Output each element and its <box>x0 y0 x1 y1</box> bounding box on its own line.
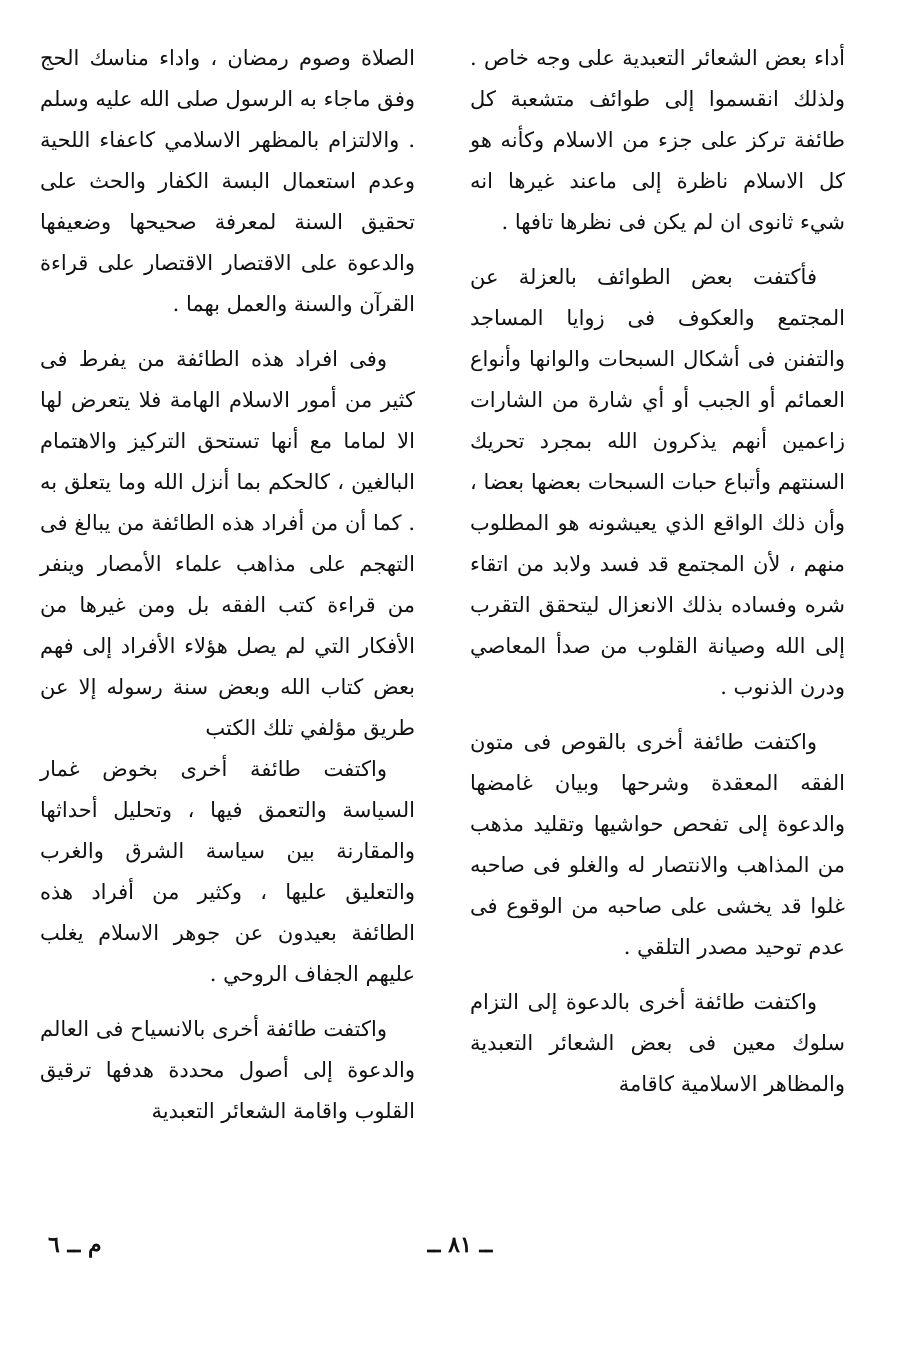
paragraph: واكتفت طائفة أخرى بالدعوة إلى التزام سلوك معين فى بعض الشعائر التعبدية والمظاهر الاسلامية كاقامة <box>470 990 845 1096</box>
paragraph: واكتفت طائفة أخرى بالانسياح فى العالم والدعوة إلى أصول محددة هدفها ترقيق القلوب واقامة الشعائر التعبدية <box>40 1017 415 1123</box>
right-column <box>470 38 845 1105</box>
paragraph: واكتفت طائفة أخرى بخوض غمار السياسة والتعمق فيها ، وتحليل أحداثها والمقارنة بين سياسة الشرق والغرب والتعليق عليها ، وكثير من أفراد هذه الطائفة بعيدون عن جوهر الاسلام يغلب عليهم الجفاف الروحي . <box>40 757 415 986</box>
signature-mark: م ــ ٦ <box>48 1232 102 1258</box>
paragraph: فأكتفت بعض الطوائف بالعزلة عن المجتمع والعكوف فى زوايا المساجد والتفنن فى أشكال السبحات والوانها وأنواع العمائم أو الجبب أو أي شارة من الشارات زاعمين أنهم يذكرون الله بمجرد تحريك السنتهم وأتباع حبات السبحات بعضها بعضا ، وأن ذلك الواقع الذي يعيشونه هو المطلوب منهم ، لأن المجتمع قد فسد ولابد من اتقاء شره وفساده بذلك الانعزال ليتحقق التقرب إلى الله وصيانة القلوب من صدأ المعاصي ودرن الذنوب . <box>470 265 845 699</box>
paragraph: وفى افراد هذه الطائفة من يفرط فى كثير من أمور الاسلام الهامة فلا يتعرض لها الا لماما مع أنها تستحق التركيز والاهتمام البالغين ، كالحكم بما أنزل الله وما يتعلق به . كما أن من أفراد هذه الطائفة من يبالغ فى التهجم على مذاهب علماء الأمصار وينفر من قراءة كتب الفقه بل ومن غيرها من الأفكار التي لم يصل هؤلاء الأفراد إلى فهم بعض كتاب الله وبعض سنة رسوله إلا عن طريق مؤلفي تلك الكتب <box>40 347 415 740</box>
paragraph: الصلاة وصوم رمضان ، واداء مناسك الحج وفق ماجاء به الرسول صلى الله عليه وسلم . والالتزام بالمظهر الاسلامي كاعفاء اللحية وعدم استعمال البسة الكفار والحث على تحقيق السنة لمعرفة صحيحها وضعيفها والدعوة على الاقتصار الاقتصار على قراءة القرآن والسنة والعمل بهما . <box>40 46 415 316</box>
paragraph: واكتفت طائفة أخرى بالقوص فى متون الفقه المعقدة وشرحها وبيان غامضها والدعوة إلى تفحص حواشيها وتقليد مذهب من المذاهب والانتصار له والغلو فى صاحبه غلوا قد يخشى على صاحبه من الوقوع فى عدم توحيد مصدر التلقي . <box>470 730 845 959</box>
page-number: ــ ٨١ ــ <box>427 1232 493 1258</box>
left-column <box>40 38 415 1132</box>
page-footer <box>0 1232 923 1272</box>
paragraph: أداء بعض الشعائر التعبدية على وجه خاص . ولذلك انقسموا إلى طوائف متشعبة كل طائفة تركز على جزء من الاسلام وكأنه هو كل الاسلام ناظرة إلى ماعند غيرها انه شيء ثانوى ان لم يكن فى نظرها تافها . <box>470 46 845 234</box>
